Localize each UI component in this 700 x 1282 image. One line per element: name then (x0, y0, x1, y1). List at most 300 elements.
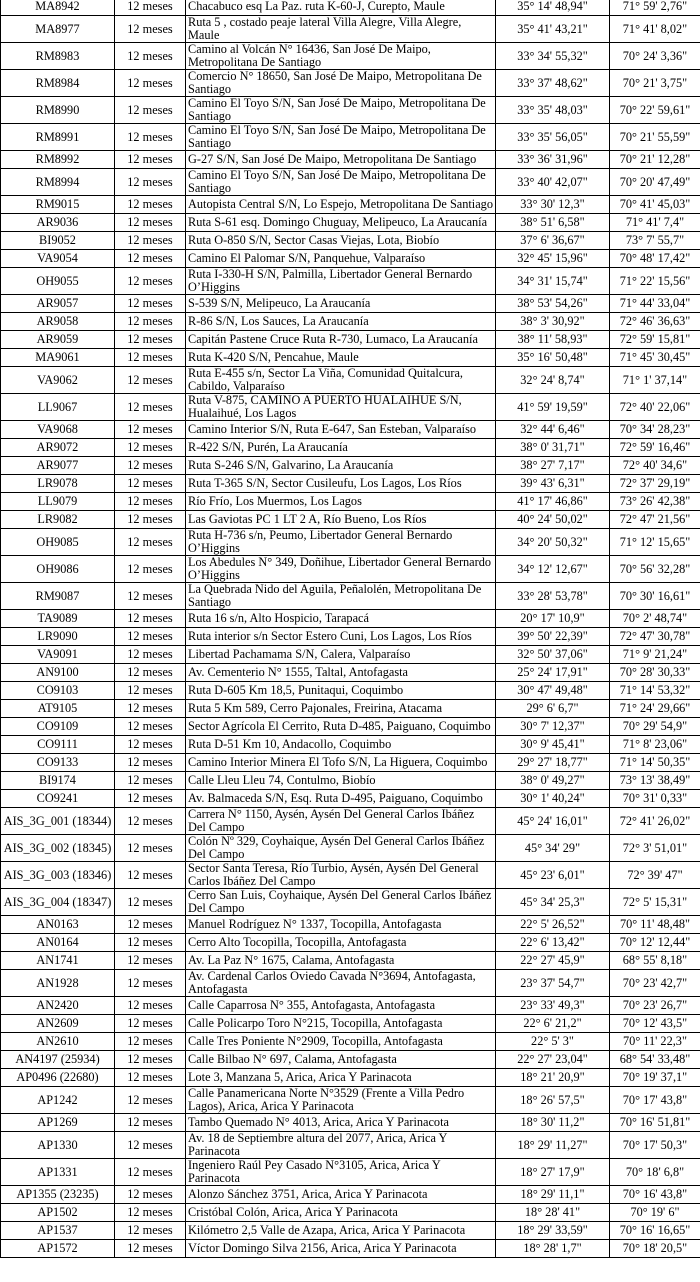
address-cell: Sector Santa Teresa, Río Turbio, Aysén, Aysén Del General Carlos Ibáñez Del Campo (186, 862, 496, 889)
table-row (1, 1222, 700, 1240)
period-cell: 12 meses (115, 835, 186, 862)
longitude-cell: 71° 41' 8,02" (610, 16, 700, 43)
table-row (1, 556, 700, 583)
longitude-cell: 72° 46' 36,63" (610, 313, 700, 331)
period-cell: 12 meses (115, 682, 186, 700)
site-code-cell: AR9036 (1, 214, 115, 232)
table-row (1, 1015, 700, 1033)
longitude-cell: 70° 56' 32,28" (610, 556, 700, 583)
address-cell: Calle Bilbao N° 697, Calama, Antofagasta (186, 1051, 496, 1069)
site-code-cell: VA9054 (1, 250, 115, 268)
site-code-cell: AN0163 (1, 916, 115, 934)
address-cell: Ruta H-736 s/n, Peumo, Libertador General Bernardo O’Higgins (186, 529, 496, 556)
table-row (1, 952, 700, 970)
period-cell: 12 meses (115, 250, 186, 268)
period-cell: 12 meses (115, 1033, 186, 1051)
address-cell: Los Abedules N° 349, Doñihue, Libertador General Bernardo O’Higgins (186, 556, 496, 583)
table-row (1, 331, 700, 349)
address-cell: Calle Policarpo Toro N°215, Tocopilla, Antofagasta (186, 1015, 496, 1033)
longitude-cell: 70° 29' 54,9" (610, 718, 700, 736)
latitude-cell: 33° 40' 42,07" (496, 169, 610, 196)
address-cell: S-539 S/N, Melipeuco, La Araucanía (186, 295, 496, 313)
site-code-cell: RM9087 (1, 583, 115, 610)
latitude-cell: 33° 34' 55,32" (496, 43, 610, 70)
latitude-cell: 23° 37' 54,7" (496, 970, 610, 997)
address-cell: Cristóbal Colón, Arica, Arica Y Parinacota (186, 1204, 496, 1222)
period-cell: 12 meses (115, 214, 186, 232)
address-cell: Las Gaviotas PC 1 LT 2 A, Río Bueno, Los Ríos (186, 511, 496, 529)
site-code-cell: AR9058 (1, 313, 115, 331)
period-cell: 12 meses (115, 664, 186, 682)
address-cell: Colón Nº 329, Coyhaique, Aysén Del General Carlos Ibáñez Del Campo (186, 835, 496, 862)
site-code-cell: AN9100 (1, 664, 115, 682)
address-cell: Ruta K-420 S/N, Pencahue, Maule (186, 349, 496, 367)
longitude-cell: 70° 12' 12,44" (610, 934, 700, 952)
site-code-cell: BI9052 (1, 232, 115, 250)
address-cell: Av. Cementerio N° 1555, Taltal, Antofagasta (186, 664, 496, 682)
table-row (1, 1132, 700, 1159)
longitude-cell: 70° 34' 28,23" (610, 421, 700, 439)
address-cell: Ruta interior s/n Sector Estero Cuni, Los Lagos, Los Ríos (186, 628, 496, 646)
site-code-cell: CO9111 (1, 736, 115, 754)
table-row (1, 16, 700, 43)
longitude-cell: 70° 23' 42,7" (610, 970, 700, 997)
period-cell: 12 meses (115, 511, 186, 529)
table-row (1, 439, 700, 457)
period-cell: 12 meses (115, 646, 186, 664)
period-cell: 12 meses (115, 1159, 186, 1186)
table-row (1, 43, 700, 70)
period-cell: 12 meses (115, 772, 186, 790)
table-row (1, 646, 700, 664)
site-code-cell: AP0496 (22680) (1, 1069, 115, 1087)
latitude-cell: 22° 27' 23,04" (496, 1051, 610, 1069)
period-cell: 12 meses (115, 790, 186, 808)
table-row (1, 1087, 700, 1114)
period-cell: 12 meses (115, 1069, 186, 1087)
period-cell: 12 meses (115, 196, 186, 214)
site-code-cell: AIS_3G_002 (18345) (1, 835, 115, 862)
site-code-cell: AN4197 (25934) (1, 1051, 115, 1069)
period-cell: 12 meses (115, 151, 186, 169)
table-row (1, 916, 700, 934)
site-code-cell: AR9057 (1, 295, 115, 313)
address-cell: Av. La Paz N° 1675, Calama, Antofagasta (186, 952, 496, 970)
table-row (1, 700, 700, 718)
address-cell: Ruta D-51 Km 10, Andacollo, Coquimbo (186, 736, 496, 754)
period-cell: 12 meses (115, 1222, 186, 1240)
latitude-cell: 39° 43' 6,31" (496, 475, 610, 493)
latitude-cell: 33° 37' 48,62" (496, 70, 610, 97)
longitude-cell: 70° 11' 48,48" (610, 916, 700, 934)
longitude-cell: 71° 45' 30,45" (610, 349, 700, 367)
longitude-cell: 72° 59' 16,46" (610, 439, 700, 457)
site-code-cell: BI9174 (1, 772, 115, 790)
address-cell: La Quebrada Nido del Aguila, Peñalolén, Metropolitana De Santiago (186, 583, 496, 610)
longitude-cell: 71° 41' 7,4" (610, 214, 700, 232)
latitude-cell: 33° 28' 53,78" (496, 583, 610, 610)
latitude-cell: 45° 34' 29" (496, 835, 610, 862)
address-cell: Víctor Domingo Silva 2156, Arica, Arica Y Parinacota (186, 1240, 496, 1258)
site-code-cell: OH9085 (1, 529, 115, 556)
latitude-cell: 38° 0' 31,71" (496, 439, 610, 457)
latitude-cell: 38° 3' 30,92" (496, 313, 610, 331)
site-code-cell: AP1242 (1, 1087, 115, 1114)
site-code-cell: AT9105 (1, 700, 115, 718)
site-code-cell: AP1355 (23235) (1, 1186, 115, 1204)
longitude-cell: 72° 47' 21,56" (610, 511, 700, 529)
address-cell: Av. 18 de Septiembre altura del 2077, Arica, Arica Y Parinacota (186, 1132, 496, 1159)
latitude-cell: 35° 16' 50,48" (496, 349, 610, 367)
latitude-cell: 18° 28' 1,7" (496, 1240, 610, 1258)
address-cell: Lote 3, Manzana 5, Arica, Arica Y Parinacota (186, 1069, 496, 1087)
table-row (1, 367, 700, 394)
table-row (1, 736, 700, 754)
latitude-cell: 30° 9' 45,41" (496, 736, 610, 754)
latitude-cell: 33° 30' 12,3" (496, 196, 610, 214)
table-row (1, 169, 700, 196)
address-cell: R-86 S/N, Los Sauces, La Araucanía (186, 313, 496, 331)
period-cell: 12 meses (115, 889, 186, 916)
site-code-cell: VA9068 (1, 421, 115, 439)
address-cell: Av. Balmaceda S/N, Esq. Ruta D-495, Paiguano, Coquimbo (186, 790, 496, 808)
longitude-cell: 70° 19' 37,1" (610, 1069, 700, 1087)
longitude-cell: 71° 12' 15,65" (610, 529, 700, 556)
latitude-cell: 41° 17' 46,86" (496, 493, 610, 511)
longitude-cell: 72° 37' 29,19" (610, 475, 700, 493)
site-code-cell: AP1330 (1, 1132, 115, 1159)
site-code-cell: VA9091 (1, 646, 115, 664)
site-code-cell: CO9109 (1, 718, 115, 736)
table-row (1, 151, 700, 169)
longitude-cell: 71° 1' 37,14" (610, 367, 700, 394)
latitude-cell: 38° 53' 54,26" (496, 295, 610, 313)
table-row (1, 808, 700, 835)
period-cell: 12 meses (115, 367, 186, 394)
table-row (1, 421, 700, 439)
period-cell: 12 meses (115, 475, 186, 493)
table-row (1, 1069, 700, 1087)
site-code-cell: CO9133 (1, 754, 115, 772)
table-row (1, 349, 700, 367)
table-row (1, 754, 700, 772)
longitude-cell: 71° 22' 15,56" (610, 268, 700, 295)
period-cell: 12 meses (115, 268, 186, 295)
period-cell: 12 meses (115, 583, 186, 610)
period-cell: 12 meses (115, 331, 186, 349)
latitude-cell: 29° 27' 18,77" (496, 754, 610, 772)
site-code-cell: CO9103 (1, 682, 115, 700)
period-cell: 12 meses (115, 1240, 186, 1258)
table-row (1, 1204, 700, 1222)
site-code-cell: AN2610 (1, 1033, 115, 1051)
address-cell: Ruta V-875, CAMINO A PUERTO HUALAIHUE S/N, Hualaihué, Los Lagos (186, 394, 496, 421)
longitude-cell: 71° 44' 33,04" (610, 295, 700, 313)
table-row (1, 268, 700, 295)
period-cell: 12 meses (115, 1051, 186, 1069)
address-cell: Calle Panamericana Norte N°3529 (Frente a Villa Pedro Lagos), Arica, Arica Y Parinacota (186, 1087, 496, 1114)
table-row (1, 1033, 700, 1051)
table-row (1, 1051, 700, 1069)
table-row (1, 835, 700, 862)
site-code-cell: AN0164 (1, 934, 115, 952)
site-code-cell: AN1928 (1, 970, 115, 997)
period-cell: 12 meses (115, 124, 186, 151)
longitude-cell: 70° 21' 3,75" (610, 70, 700, 97)
table-row (1, 934, 700, 952)
period-cell: 12 meses (115, 1186, 186, 1204)
longitude-cell: 72° 41' 26,02" (610, 808, 700, 835)
table-row (1, 628, 700, 646)
period-cell: 12 meses (115, 952, 186, 970)
longitude-cell: 70° 30' 16,61" (610, 583, 700, 610)
latitude-cell: 45° 24' 16,01" (496, 808, 610, 835)
longitude-cell: 72° 5' 15,31" (610, 889, 700, 916)
period-cell: 12 meses (115, 628, 186, 646)
site-code-cell: AIS_3G_004 (18347) (1, 889, 115, 916)
longitude-cell: 70° 48' 17,42" (610, 250, 700, 268)
table-row (1, 889, 700, 916)
address-cell: Calle Caparrosa N° 355, Antofagasta, Antofagasta (186, 997, 496, 1015)
latitude-cell: 39° 50' 22,39" (496, 628, 610, 646)
table-row (1, 250, 700, 268)
address-cell: Sector Agrícola El Cerrito, Ruta D-485, Paiguano, Coquimbo (186, 718, 496, 736)
latitude-cell: 32° 50' 37,06" (496, 646, 610, 664)
table-row (1, 583, 700, 610)
address-cell: Ingeniero Raúl Pey Casado N°3105, Arica, Arica Y Parinacota (186, 1159, 496, 1186)
period-cell: 12 meses (115, 43, 186, 70)
site-code-cell: MA8977 (1, 16, 115, 43)
table-row (1, 493, 700, 511)
site-code-cell: AN1741 (1, 952, 115, 970)
longitude-cell: 70° 12' 43,5" (610, 1015, 700, 1033)
latitude-cell: 38° 11' 58,93" (496, 331, 610, 349)
longitude-cell: 73° 13' 38,49" (610, 772, 700, 790)
site-code-cell: AIS_3G_001 (18344) (1, 808, 115, 835)
period-cell: 12 meses (115, 997, 186, 1015)
longitude-cell: 71° 59' 2,76" (610, 0, 700, 16)
site-code-cell: AR9072 (1, 439, 115, 457)
site-code-cell: RM8992 (1, 151, 115, 169)
address-cell: Autopista Central S/N, Lo Espejo, Metropolitana De Santiago (186, 196, 496, 214)
address-cell: Camino El Palomar S/N, Panquehue, Valparaíso (186, 250, 496, 268)
latitude-cell: 22° 27' 45,9" (496, 952, 610, 970)
latitude-cell: 37° 6' 36,67" (496, 232, 610, 250)
site-code-cell: AP1537 (1, 1222, 115, 1240)
period-cell: 12 meses (115, 1132, 186, 1159)
longitude-cell: 70° 19' 6" (610, 1204, 700, 1222)
longitude-cell: 70° 2' 48,74" (610, 610, 700, 628)
latitude-cell: 18° 28' 41" (496, 1204, 610, 1222)
longitude-cell: 72° 59' 15,81" (610, 331, 700, 349)
latitude-cell: 30° 47' 49,48" (496, 682, 610, 700)
period-cell: 12 meses (115, 1087, 186, 1114)
period-cell: 12 meses (115, 16, 186, 43)
latitude-cell: 18° 26' 57,5" (496, 1087, 610, 1114)
site-code-cell: MA8942 (1, 0, 115, 16)
table-row (1, 511, 700, 529)
table-row (1, 772, 700, 790)
period-cell: 12 meses (115, 394, 186, 421)
longitude-cell: 71° 14' 53,32" (610, 682, 700, 700)
address-cell: Chacabuco esq La Paz. ruta K-60-J, Curepto, Maule (186, 0, 496, 16)
latitude-cell: 35° 41' 43,21" (496, 16, 610, 43)
table-row (1, 70, 700, 97)
longitude-cell: 70° 18' 6,8" (610, 1159, 700, 1186)
site-code-cell: LR9082 (1, 511, 115, 529)
address-cell: Carrera N° 1150, Aysén, Aysén Del General Carlos Ibáñez Del Campo (186, 808, 496, 835)
table-row (1, 394, 700, 421)
address-cell: Ruta S-246 S/N, Galvarino, La Araucanía (186, 457, 496, 475)
address-cell: Ruta 5 , costado peaje lateral Villa Alegre, Villa Alegre, Maule (186, 16, 496, 43)
address-cell: Ruta O-850 S/N, Sector Casas Viejas, Lota, Biobío (186, 232, 496, 250)
address-cell: Camino Interior Minera El Tofo S/N, La Higuera, Coquimbo (186, 754, 496, 772)
latitude-cell: 25° 24' 17,91" (496, 664, 610, 682)
longitude-cell: 70° 11' 22,3" (610, 1033, 700, 1051)
address-cell: Kilómetro 2,5 Valle de Azapa, Arica, Arica Y Parinacota (186, 1222, 496, 1240)
table-row (1, 718, 700, 736)
latitude-cell: 18° 30' 11,2" (496, 1114, 610, 1132)
table-row (1, 790, 700, 808)
longitude-cell: 70° 20' 47,49" (610, 169, 700, 196)
address-cell: Ruta S-61 esq. Domingo Chuguay, Melipeuco, La Araucanía (186, 214, 496, 232)
period-cell: 12 meses (115, 169, 186, 196)
latitude-cell: 18° 29' 33,59" (496, 1222, 610, 1240)
site-code-cell: RM8990 (1, 97, 115, 124)
latitude-cell: 18° 21' 20,9" (496, 1069, 610, 1087)
address-cell: Comercio N° 18650, San José De Maipo, Metropolitana De Santiago (186, 70, 496, 97)
table-row (1, 1159, 700, 1186)
site-code-cell: AR9077 (1, 457, 115, 475)
table-row (1, 997, 700, 1015)
address-cell: Camino Interior S/N, Ruta E-647, San Esteban, Valparaíso (186, 421, 496, 439)
latitude-cell: 33° 36' 31,96" (496, 151, 610, 169)
period-cell: 12 meses (115, 970, 186, 997)
period-cell: 12 meses (115, 421, 186, 439)
latitude-cell: 34° 20' 50,32" (496, 529, 610, 556)
site-code-cell: VA9062 (1, 367, 115, 394)
longitude-cell: 70° 24' 3,36" (610, 43, 700, 70)
site-code-cell: OH9086 (1, 556, 115, 583)
table-row (1, 529, 700, 556)
period-cell: 12 meses (115, 610, 186, 628)
site-code-cell: AP1269 (1, 1114, 115, 1132)
period-cell: 12 meses (115, 0, 186, 16)
latitude-cell: 32° 24' 8,74" (496, 367, 610, 394)
table-row (1, 214, 700, 232)
longitude-cell: 70° 16' 16,65" (610, 1222, 700, 1240)
period-cell: 12 meses (115, 1204, 186, 1222)
sites-table-body (1, 0, 700, 1258)
address-cell: Manuel Rodríguez N° 1337, Tocopilla, Antofagasta (186, 916, 496, 934)
longitude-cell: 70° 22' 59,61" (610, 97, 700, 124)
longitude-cell: 72° 40' 34,6" (610, 457, 700, 475)
address-cell: Ruta T-365 S/N, Sector Cusileufu, Los Lagos, Los Ríos (186, 475, 496, 493)
site-code-cell: LL9079 (1, 493, 115, 511)
longitude-cell: 70° 41' 45,03" (610, 196, 700, 214)
site-code-cell: LR9078 (1, 475, 115, 493)
address-cell: Ruta D-605 Km 18,5, Punitaqui, Coquimbo (186, 682, 496, 700)
address-cell: Ruta I-330-H S/N, Palmilla, Libertador General Bernardo O’Higgins (186, 268, 496, 295)
longitude-cell: 70° 21' 12,28" (610, 151, 700, 169)
latitude-cell: 38° 0' 49,27" (496, 772, 610, 790)
table-row (1, 475, 700, 493)
period-cell: 12 meses (115, 556, 186, 583)
address-cell: Río Frío, Los Muermos, Los Lagos (186, 493, 496, 511)
period-cell: 12 meses (115, 736, 186, 754)
site-code-cell: AP1572 (1, 1240, 115, 1258)
period-cell: 12 meses (115, 718, 186, 736)
latitude-cell: 22° 6' 13,42" (496, 934, 610, 952)
address-cell: R-422 S/N, Purén, La Araucanía (186, 439, 496, 457)
longitude-cell: 72° 40' 22,06" (610, 394, 700, 421)
latitude-cell: 45° 23' 6,01" (496, 862, 610, 889)
address-cell: Ruta 16 s/n, Alto Hospicio, Tarapacá (186, 610, 496, 628)
longitude-cell: 70° 23' 26,7" (610, 997, 700, 1015)
table-row (1, 457, 700, 475)
longitude-cell: 70° 17' 43,8" (610, 1087, 700, 1114)
site-code-cell: AP1331 (1, 1159, 115, 1186)
latitude-cell: 34° 12' 12,67" (496, 556, 610, 583)
period-cell: 12 meses (115, 295, 186, 313)
address-cell: Alonzo Sánchez 3751, Arica, Arica Y Parinacota (186, 1186, 496, 1204)
longitude-cell: 70° 16' 43,8" (610, 1186, 700, 1204)
longitude-cell: 71° 24' 29,66" (610, 700, 700, 718)
latitude-cell: 23° 33' 49,3" (496, 997, 610, 1015)
address-cell: Calle Tres Poniente N°2909, Tocopilla, Antofagasta (186, 1033, 496, 1051)
period-cell: 12 meses (115, 934, 186, 952)
latitude-cell: 38° 27' 7,17" (496, 457, 610, 475)
latitude-cell: 30° 1' 40,24" (496, 790, 610, 808)
longitude-cell: 68° 54' 33,48" (610, 1051, 700, 1069)
site-code-cell: OH9055 (1, 268, 115, 295)
longitude-cell: 71° 9' 21,24" (610, 646, 700, 664)
period-cell: 12 meses (115, 493, 186, 511)
period-cell: 12 meses (115, 457, 186, 475)
site-code-cell: AIS_3G_003 (18346) (1, 862, 115, 889)
table-row (1, 610, 700, 628)
longitude-cell: 71° 8' 23,06" (610, 736, 700, 754)
longitude-cell: 71° 14' 50,35" (610, 754, 700, 772)
table-row (1, 970, 700, 997)
longitude-cell: 70° 31' 0,33" (610, 790, 700, 808)
period-cell: 12 meses (115, 700, 186, 718)
site-code-cell: LR9090 (1, 628, 115, 646)
period-cell: 12 meses (115, 916, 186, 934)
address-cell: Ruta 5 Km 589, Cerro Pajonales, Freirina, Atacama (186, 700, 496, 718)
site-code-cell: AN2420 (1, 997, 115, 1015)
longitude-cell: 70° 28' 30,33" (610, 664, 700, 682)
period-cell: 12 meses (115, 313, 186, 331)
table-row (1, 1114, 700, 1132)
table-row (1, 664, 700, 682)
longitude-cell: 72° 47' 30,78" (610, 628, 700, 646)
period-cell: 12 meses (115, 529, 186, 556)
site-code-cell: RM8983 (1, 43, 115, 70)
latitude-cell: 18° 29' 11,1" (496, 1186, 610, 1204)
period-cell: 12 meses (115, 70, 186, 97)
latitude-cell: 18° 27' 17,9" (496, 1159, 610, 1186)
latitude-cell: 32° 45' 15,96" (496, 250, 610, 268)
table-row (1, 97, 700, 124)
longitude-cell: 70° 16' 51,81" (610, 1114, 700, 1132)
address-cell: Cerro San Luis, Coyhaique, Aysén Del General Carlos Ibáñez Del Campo (186, 889, 496, 916)
table-row (1, 313, 700, 331)
address-cell: Calle Lleu Lleu 74, Contulmo, Biobío (186, 772, 496, 790)
address-cell: Av. Cardenal Carlos Oviedo Cavada N°3694, Antofagasta, Antofagasta (186, 970, 496, 997)
period-cell: 12 meses (115, 808, 186, 835)
table-row (1, 295, 700, 313)
